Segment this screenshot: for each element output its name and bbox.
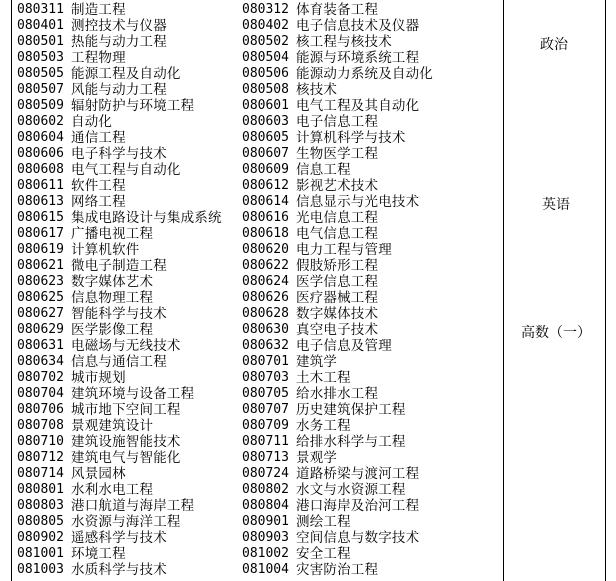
table-row bbox=[17, 498, 239, 514]
major-name: 港口海岸及治河工程 bbox=[296, 498, 420, 514]
table-divider bbox=[503, 0, 504, 581]
table-row bbox=[242, 418, 500, 434]
major-code: 080402 bbox=[242, 18, 289, 33]
major-name: 数字媒体艺术 bbox=[71, 274, 154, 290]
major-code: 080702 bbox=[17, 370, 64, 385]
table-row bbox=[242, 370, 500, 386]
major-name: 电气工程及其自动化 bbox=[296, 98, 420, 114]
table-row bbox=[17, 226, 239, 242]
major-code: 080634 bbox=[17, 354, 64, 369]
major-code: 080615 bbox=[17, 210, 64, 225]
major-name: 体育装备工程 bbox=[296, 2, 379, 18]
major-name: 建筑电气与智能化 bbox=[71, 450, 181, 466]
table-row bbox=[242, 338, 500, 354]
major-name: 电子信息技术及仪器 bbox=[296, 18, 420, 34]
major-name: 计算机科学与技术 bbox=[296, 130, 406, 146]
table-row bbox=[17, 306, 239, 322]
table-row bbox=[17, 82, 239, 98]
major-name: 空间信息与数字技术 bbox=[296, 530, 420, 546]
major-name: 广播电视工程 bbox=[71, 226, 154, 242]
major-name: 建筑设施智能技术 bbox=[71, 434, 181, 450]
major-code: 080630 bbox=[242, 322, 289, 337]
major-name: 信息与通信工程 bbox=[71, 354, 167, 370]
major-name: 热能与动力工程 bbox=[71, 34, 167, 50]
subject-politics: 政治 bbox=[540, 37, 568, 53]
table-row bbox=[242, 258, 500, 274]
major-name: 生物医学工程 bbox=[296, 146, 379, 162]
major-name: 能源工程及自动化 bbox=[71, 66, 181, 82]
table-row bbox=[17, 162, 239, 178]
major-name: 遥感科学与技术 bbox=[71, 530, 167, 546]
major-name: 核技术 bbox=[296, 82, 338, 98]
major-code: 080506 bbox=[242, 66, 289, 81]
major-name: 电气信息工程 bbox=[296, 226, 379, 242]
left-major-column bbox=[17, 2, 239, 578]
table-row bbox=[242, 98, 500, 114]
major-name: 电子信息及管理 bbox=[296, 338, 392, 354]
major-name: 光电信息工程 bbox=[296, 210, 379, 226]
table-row bbox=[17, 386, 239, 402]
table-row bbox=[17, 466, 239, 482]
table-row bbox=[242, 290, 500, 306]
major-name: 电气工程与自动化 bbox=[71, 162, 181, 178]
major-code: 080625 bbox=[17, 290, 64, 305]
major-name: 水务工程 bbox=[296, 418, 351, 434]
major-code: 080504 bbox=[242, 50, 289, 65]
table-row bbox=[17, 290, 239, 306]
major-code: 080703 bbox=[242, 370, 289, 385]
table-row bbox=[242, 354, 500, 370]
major-code: 081002 bbox=[242, 546, 289, 561]
major-code: 080507 bbox=[17, 82, 64, 97]
major-name: 测控技术与仪器 bbox=[71, 18, 167, 34]
major-code: 080609 bbox=[242, 162, 289, 177]
major-code: 080618 bbox=[242, 226, 289, 241]
major-code: 081003 bbox=[17, 562, 64, 577]
major-name: 历史建筑保护工程 bbox=[296, 402, 406, 418]
table-row bbox=[17, 2, 239, 18]
table-row bbox=[17, 450, 239, 466]
major-code: 080802 bbox=[242, 482, 289, 497]
major-code: 080629 bbox=[17, 322, 64, 337]
major-name: 医学影像工程 bbox=[71, 322, 154, 338]
major-code: 080714 bbox=[17, 466, 64, 481]
major-code: 080502 bbox=[242, 34, 289, 49]
major-code: 080311 bbox=[17, 2, 64, 17]
table-row bbox=[242, 114, 500, 130]
major-name: 水质科学与技术 bbox=[71, 562, 167, 578]
major-code: 080710 bbox=[17, 434, 64, 449]
major-code: 080713 bbox=[242, 450, 289, 465]
major-code: 080601 bbox=[242, 98, 289, 113]
major-name: 景观建筑设计 bbox=[71, 418, 154, 434]
table-row bbox=[17, 114, 239, 130]
major-name: 电磁场与无线技术 bbox=[71, 338, 181, 354]
major-name: 工程物理 bbox=[71, 50, 126, 66]
major-code: 080709 bbox=[242, 418, 289, 433]
major-name: 医疗器械工程 bbox=[296, 290, 379, 306]
table-row bbox=[17, 514, 239, 530]
major-name: 真空电子技术 bbox=[296, 322, 379, 338]
major-name: 核工程与核技术 bbox=[296, 34, 392, 50]
major-code: 080704 bbox=[17, 386, 64, 401]
major-code: 080619 bbox=[17, 242, 64, 257]
table-row bbox=[242, 482, 500, 498]
table-row bbox=[17, 274, 239, 290]
table-row bbox=[17, 98, 239, 114]
major-code: 080613 bbox=[17, 194, 64, 209]
major-name: 测绘工程 bbox=[296, 514, 351, 530]
table-row bbox=[17, 50, 239, 66]
table-row bbox=[17, 178, 239, 194]
table-row bbox=[242, 562, 500, 578]
table-row bbox=[17, 338, 239, 354]
major-name: 信息显示与光电技术 bbox=[296, 194, 420, 210]
table-row bbox=[17, 194, 239, 210]
major-code: 080312 bbox=[242, 2, 289, 17]
major-name: 假肢矫形工程 bbox=[296, 258, 379, 274]
table-row bbox=[242, 322, 500, 338]
table-row bbox=[17, 18, 239, 34]
major-code: 080612 bbox=[242, 178, 289, 193]
major-code: 080621 bbox=[17, 258, 64, 273]
major-code: 080624 bbox=[242, 274, 289, 289]
table-row bbox=[17, 370, 239, 386]
major-code: 080705 bbox=[242, 386, 289, 401]
table-row bbox=[17, 210, 239, 226]
table-row bbox=[17, 354, 239, 370]
table-row bbox=[242, 514, 500, 530]
major-code: 080707 bbox=[242, 402, 289, 417]
major-code: 080706 bbox=[17, 402, 64, 417]
major-name: 网络工程 bbox=[71, 194, 126, 210]
major-code: 080631 bbox=[17, 338, 64, 353]
table-row bbox=[17, 530, 239, 546]
table-row bbox=[242, 226, 500, 242]
major-name: 城市规划 bbox=[71, 370, 126, 386]
table-row bbox=[242, 66, 500, 82]
major-code: 080602 bbox=[17, 114, 64, 129]
major-code: 080605 bbox=[242, 130, 289, 145]
table-row bbox=[242, 466, 500, 482]
major-code: 080805 bbox=[17, 514, 64, 529]
table-row bbox=[242, 386, 500, 402]
table-row bbox=[242, 178, 500, 194]
major-code: 080604 bbox=[17, 130, 64, 145]
major-code: 080626 bbox=[242, 290, 289, 305]
major-code: 080509 bbox=[17, 98, 64, 113]
major-code: 080901 bbox=[242, 514, 289, 529]
subject-math: 高数（一） bbox=[521, 325, 591, 341]
table-row bbox=[17, 66, 239, 82]
major-name: 能源与环境系统工程 bbox=[296, 50, 420, 66]
major-name: 安全工程 bbox=[296, 546, 351, 562]
table-row bbox=[242, 450, 500, 466]
table-row bbox=[242, 194, 500, 210]
table-row bbox=[242, 146, 500, 162]
major-code: 080632 bbox=[242, 338, 289, 353]
table-border-left bbox=[11, 0, 12, 581]
table-row bbox=[242, 2, 500, 18]
major-name: 建筑学 bbox=[296, 354, 338, 370]
table-row bbox=[242, 162, 500, 178]
table-row bbox=[17, 402, 239, 418]
table-row bbox=[242, 50, 500, 66]
major-name: 灾害防治工程 bbox=[296, 562, 379, 578]
major-code: 080614 bbox=[242, 194, 289, 209]
table-row bbox=[242, 530, 500, 546]
table-row bbox=[242, 242, 500, 258]
table-row bbox=[17, 482, 239, 498]
table-row bbox=[17, 146, 239, 162]
major-name: 水资源与海洋工程 bbox=[71, 514, 181, 530]
table-row bbox=[17, 242, 239, 258]
major-name: 软件工程 bbox=[71, 178, 126, 194]
table-row bbox=[242, 210, 500, 226]
major-name: 通信工程 bbox=[71, 130, 126, 146]
major-name: 水文与水资源工程 bbox=[296, 482, 406, 498]
major-code: 080701 bbox=[242, 354, 289, 369]
major-name: 风景园林 bbox=[71, 466, 126, 482]
table-row bbox=[17, 34, 239, 50]
major-code: 080627 bbox=[17, 306, 64, 321]
major-code: 080902 bbox=[17, 530, 64, 545]
major-name: 影视艺术技术 bbox=[296, 178, 379, 194]
major-name: 城市地下空间工程 bbox=[71, 402, 181, 418]
major-name: 水利水电工程 bbox=[71, 482, 154, 498]
major-code: 080623 bbox=[17, 274, 64, 289]
major-code: 080617 bbox=[17, 226, 64, 241]
major-code: 080608 bbox=[17, 162, 64, 177]
major-code: 080622 bbox=[242, 258, 289, 273]
right-major-column bbox=[242, 2, 500, 578]
table-row bbox=[17, 546, 239, 562]
table-row bbox=[242, 546, 500, 562]
major-code: 080603 bbox=[242, 114, 289, 129]
major-name: 医学信息工程 bbox=[296, 274, 379, 290]
major-code: 080804 bbox=[242, 498, 289, 513]
major-code: 080628 bbox=[242, 306, 289, 321]
major-name: 景观学 bbox=[296, 450, 338, 466]
table-row bbox=[17, 130, 239, 146]
major-name: 制造工程 bbox=[71, 2, 126, 18]
major-name: 给排水科学与工程 bbox=[296, 434, 406, 450]
table-row bbox=[17, 434, 239, 450]
major-code: 080503 bbox=[17, 50, 64, 65]
table-row bbox=[17, 258, 239, 274]
major-code: 081004 bbox=[242, 562, 289, 577]
major-code: 080616 bbox=[242, 210, 289, 225]
table-border-right bbox=[605, 0, 606, 581]
major-name: 集成电路设计与集成系统 bbox=[71, 210, 222, 226]
major-name: 信息物理工程 bbox=[71, 290, 154, 306]
major-name: 微电子制造工程 bbox=[71, 258, 167, 274]
major-code: 080903 bbox=[242, 530, 289, 545]
major-name: 建筑环境与设备工程 bbox=[71, 386, 195, 402]
major-code: 081001 bbox=[17, 546, 64, 561]
major-code: 080501 bbox=[17, 34, 64, 49]
major-code: 080724 bbox=[242, 466, 289, 481]
major-name: 土木工程 bbox=[296, 370, 351, 386]
major-code: 080801 bbox=[17, 482, 64, 497]
major-code: 080508 bbox=[242, 82, 289, 97]
major-name: 风能与动力工程 bbox=[71, 82, 167, 98]
major-name: 电子信息工程 bbox=[296, 114, 379, 130]
table-row bbox=[242, 402, 500, 418]
major-code: 080607 bbox=[242, 146, 289, 161]
major-code: 080611 bbox=[17, 178, 64, 193]
major-code: 080505 bbox=[17, 66, 64, 81]
major-code: 080708 bbox=[17, 418, 64, 433]
major-name: 数字媒体技术 bbox=[296, 306, 379, 322]
table-row bbox=[17, 322, 239, 338]
table-row bbox=[242, 82, 500, 98]
table-row bbox=[17, 418, 239, 434]
major-name: 电力工程与管理 bbox=[296, 242, 392, 258]
subject-english: 英语 bbox=[542, 197, 570, 213]
major-name: 自动化 bbox=[71, 114, 113, 130]
table-row bbox=[242, 34, 500, 50]
major-code: 080606 bbox=[17, 146, 64, 161]
major-name: 给水排水工程 bbox=[296, 386, 379, 402]
major-name: 电子科学与技术 bbox=[71, 146, 167, 162]
major-name: 港口航道与海岸工程 bbox=[71, 498, 195, 514]
major-name: 信息工程 bbox=[296, 162, 351, 178]
major-code: 080620 bbox=[242, 242, 289, 257]
table-row bbox=[242, 434, 500, 450]
table-row bbox=[242, 498, 500, 514]
major-code: 080712 bbox=[17, 450, 64, 465]
table-row bbox=[17, 562, 239, 578]
major-code: 080711 bbox=[242, 434, 289, 449]
table-row bbox=[242, 274, 500, 290]
major-name: 道路桥梁与渡河工程 bbox=[296, 466, 420, 482]
major-name: 能源动力系统及自动化 bbox=[296, 66, 433, 82]
major-name: 辐射防护与环境工程 bbox=[71, 98, 195, 114]
table-row bbox=[242, 18, 500, 34]
major-name: 计算机软件 bbox=[71, 242, 140, 258]
table-row bbox=[242, 306, 500, 322]
major-code: 080803 bbox=[17, 498, 64, 513]
major-name: 智能科学与技术 bbox=[71, 306, 167, 322]
table-row bbox=[242, 130, 500, 146]
major-name: 环境工程 bbox=[71, 546, 126, 562]
major-code: 080401 bbox=[17, 18, 64, 33]
